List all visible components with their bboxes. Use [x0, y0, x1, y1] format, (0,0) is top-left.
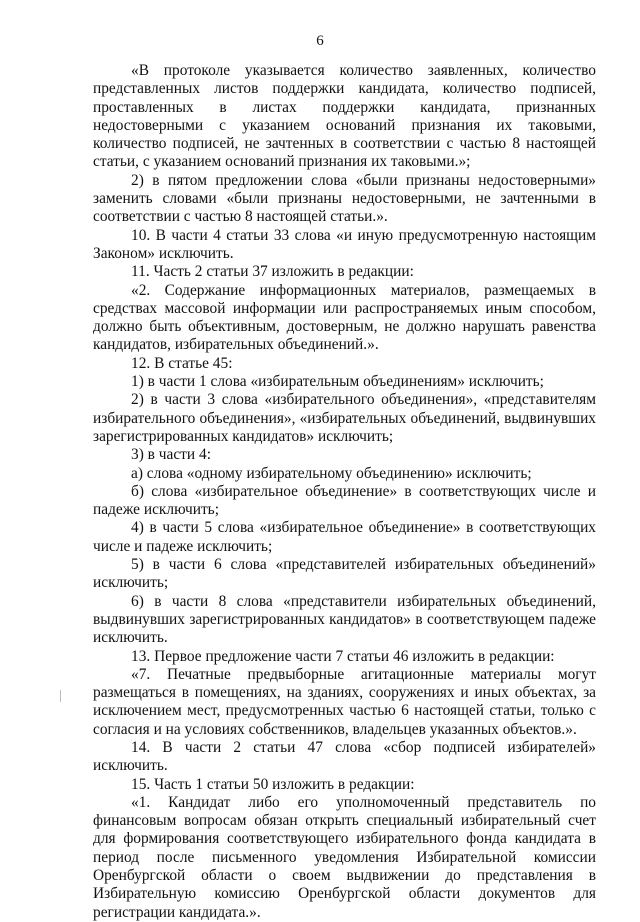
paragraph: 12. В статье 45:: [131, 354, 233, 372]
document-body: [93, 62, 596, 922]
paragraph: 6) в части 8 слова «представители избирательных объединений, выдвинувших зарегистрированных кандидатов» в соответствующем падеже исключить.: [93, 592, 596, 647]
paragraph: 3) в части 4:: [131, 446, 211, 464]
paragraph: 10. В части 4 статьи 33 слова «и иную предусмотренную настоящим Законом» исключить.: [93, 226, 596, 262]
paragraph: б) слова «избирательное объединение» в соответствующих числе и падеже исключить;: [93, 482, 596, 519]
paragraph: 11. Часть 2 статьи 37 изложить в редакции:: [131, 263, 414, 281]
paragraph: «2. Содержание информационных материалов, размещаемых в средствах массовой информации или распространяемых иным способом, должно быть объективным, достоверным, не должно нарушать равенства кандидатов, избирательных объединений.».: [93, 281, 596, 354]
paragraph: 15. Часть 1 статьи 50 изложить в редакции:: [131, 775, 415, 793]
paragraph: 2) в части 3 слова «избирательного объединения», «представителям избирательного объединения», «избирательных объединений, выдвинувших зарегистрированных кандидатов» исключить;: [93, 391, 596, 445]
paragraph: 14. В части 2 статьи 47 слова «сбор подписей избирателей» исключить.: [93, 738, 596, 775]
paragraph: «В протоколе указывается количество заявленных, количество представленных листов поддержки кандидата, количество подписей, проставленных в листах поддержки кандидата, признанных недостоверными с указанием оснований признания их таковыми, количество подписей, не зачтенных в соответствии с частью 8 настоящей статьи, с указанием оснований признания их таковыми.»;: [93, 62, 596, 171]
margin-mark: [60, 690, 61, 702]
paragraph: 4) в части 5 слова «избирательное объединение» в соответствующих числе и падеже исключить;: [93, 519, 596, 555]
paragraph: 5) в части 6 слова «представителей избирательных объединений» исключить;: [93, 556, 596, 592]
paragraph: 1) в части 1 слова «избирательным объединениям» исключить;: [131, 373, 544, 391]
paragraph: 13. Первое предложение части 7 статьи 46 изложить в редакции:: [131, 647, 555, 665]
paragraph: а) слова «одному избирательному объединению» исключить;: [131, 464, 532, 482]
paragraph: 2) в пятом предложении слова «были признаны недостоверными» заменить словами «были признаны недостоверными, не зачтенными в соответствии с частью 8 настоящей статьи.».: [93, 171, 596, 226]
paragraph: «7. Печатные предвыборные агитационные материалы могут размещаться в помещениях, на зданиях, сооружениях и иных объектах, за исключением мест, предусмотренных частью 6 настоящей статьи, только с согласия и на условиях собственников, владельцев указанных объектов.».: [93, 665, 596, 738]
paragraph: «1. Кандидат либо его уполномоченный представитель по финансовым вопросам обязан открыть специальный избирательный счет для формирования соответствующего избирательного фонда кандидата в период после письменного уведомления Избирательной комиссии Оренбургской области о своем выдвижении до представления в Избирательную комиссию Оренбургской области документов для регистрации кандидата.».: [93, 793, 596, 921]
page-number: 6: [316, 33, 324, 49]
